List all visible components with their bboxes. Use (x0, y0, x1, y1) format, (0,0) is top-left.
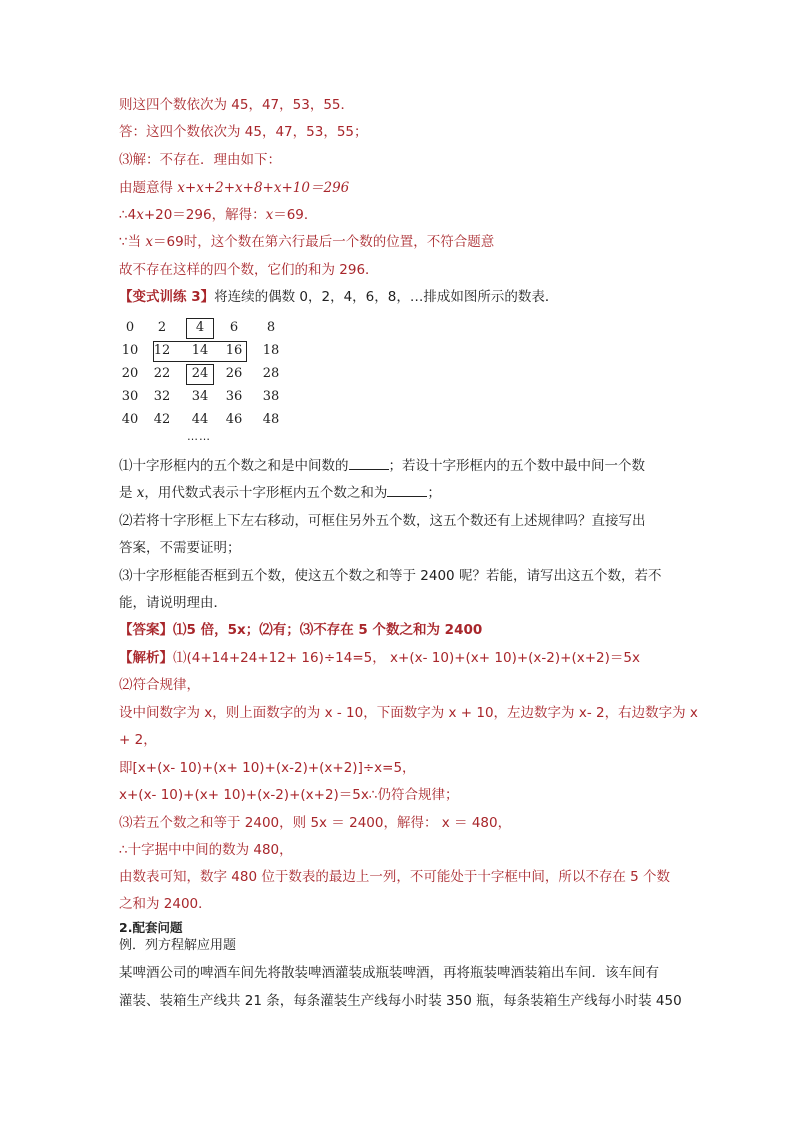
exercise-heading (119, 288, 558, 306)
answer-text: ⑴5 倍，5x；⑵有；⑶不存在 5 个数之和为 2400 (173, 622, 483, 638)
text-fragment: ；若设十字形框内的五个数中最中间一个数 (388, 458, 645, 474)
text-fragment: ∴4 (119, 207, 137, 223)
text-fragment: +20＝296，解得： (143, 207, 266, 223)
text-fragment: ⑴十字形框内的五个数之和是中间数的 (119, 458, 349, 474)
question-1 (119, 457, 645, 475)
analysis-line (119, 649, 640, 667)
analysis-line: ∴十字据中中间的数为 480， (119, 842, 293, 858)
paragraph-line: 灌装、装箱生产线共 21 条，每条灌装生产线每小时装 350 瓶，每条装箱生产线每小时装 450 (119, 993, 682, 1009)
analysis-line: ⑶若五个数之和等于 2400，则 5x ＝ 2400，解得： x ＝ 480， (119, 815, 512, 831)
text-fragment: ∵当 (119, 234, 146, 250)
question-2: ⑵若将十字形框上下左右移动，可框住另外五个数，这五个数还有上述规律吗？直接写出 (119, 513, 646, 529)
table-cell: 40 (121, 412, 139, 427)
analysis-line: 即[x+(x- 10)+(x+ 10)+(x-2)+(x+2)]÷x=5， (119, 760, 416, 776)
equation: x+x+2+x+8+x+10＝296 (177, 180, 350, 196)
table-cell: 6 (229, 320, 239, 335)
table-cell: 10 (121, 343, 139, 358)
table-cell: 34 (191, 389, 209, 404)
table-cell: 24 (191, 366, 209, 381)
text-fragment: ； (427, 485, 441, 501)
analysis-tag: 【解析】 (119, 650, 173, 666)
table-cell: 20 (121, 366, 139, 381)
table-cell: 22 (153, 366, 171, 381)
analysis-line: ⑵符合规律， (119, 677, 200, 693)
exercise-text: 将连续的偶数 0，2，4，6，8，…排成如图所示的数表． (214, 289, 559, 305)
table-cell: 46 (225, 412, 243, 427)
table-cell: 4 (195, 320, 205, 335)
text-fragment: ＝69时，这个数在第六行最后一个数的位置，不符合题意 (153, 234, 495, 250)
table-cell: 0 (125, 320, 135, 335)
equation-line (119, 206, 317, 224)
question-3-cont: 能，请说明理由． (119, 595, 227, 611)
variable: x (136, 485, 145, 501)
analysis-line: x+(x- 10)+(x+ 10)+(x-2)+(x+2)＝5x∴仍符合规律； (119, 787, 459, 803)
example-heading: 例．列方程解应用题 (119, 938, 237, 953)
table-cell: 14 (191, 343, 209, 358)
section-heading: 2.配套问题 (119, 920, 183, 935)
table-cell: 48 (262, 412, 280, 427)
answer-blank (387, 484, 427, 497)
text-fragment: 由题意得 (119, 180, 178, 196)
equation-line (119, 179, 349, 197)
table-cell: 16 (225, 343, 243, 358)
table-cell: 36 (225, 389, 243, 404)
text-fragment: ＝69． (273, 207, 318, 223)
text-line: 则这四个数依次为 45，47，53，55． (119, 97, 355, 113)
text-line (119, 233, 494, 251)
table-cell: 42 (153, 412, 171, 427)
table-cell: 38 (262, 389, 280, 404)
table-cell: 8 (266, 320, 276, 335)
number-table (115, 318, 295, 448)
text-line: 故不存在这样的四个数，它们的和为 296． (119, 262, 379, 278)
question-3: ⑶十字形框能否框到五个数，使这五个数之和等于 2400 呢？若能，请写出这五个数，若不 (119, 568, 662, 584)
table-ellipsis: …… (187, 430, 211, 443)
variable: x (145, 234, 154, 250)
question-2-cont: 答案，不需要证明； (119, 540, 241, 556)
text-fragment: ，用代数式表示十字形框内五个数之和为 (144, 485, 388, 501)
analysis-line: + 2， (119, 732, 157, 748)
answer-blank (349, 457, 389, 470)
answer-tag: 【答案】 (119, 622, 173, 638)
variable: x (136, 207, 144, 223)
table-cell: 2 (157, 320, 167, 335)
variable: x (265, 207, 274, 223)
table-cell: 30 (121, 389, 139, 404)
analysis-line: 设中间数字为 x，则上面数字的为 x - 10，下面数字为 x + 10，左边数字为 x- 2，右边数字为 x (119, 705, 698, 721)
analysis-line: 由数表可知，数字 480 位于数表的最边上一列，不可能处于十字框中间，所以不存在 5 个数 (119, 869, 671, 885)
text-line: ⑶解：不存在．理由如下： (119, 152, 281, 168)
table-cell: 32 (153, 389, 171, 404)
exercise-tag: 【变式训练 3】 (119, 289, 215, 305)
table-cell: 28 (262, 366, 280, 381)
paragraph-line: 某啤酒公司的啤酒车间先将散装啤酒灌装成瓶装啤酒，再将瓶装啤酒装箱出车间．该车间有 (119, 965, 659, 981)
table-cell: 12 (153, 343, 171, 358)
question-1-cont (119, 484, 441, 502)
text-fragment: 是 (119, 485, 137, 501)
analysis-line: 之和为 2400． (119, 896, 212, 912)
table-cell: 26 (225, 366, 243, 381)
table-cell: 18 (262, 343, 280, 358)
answer-line (119, 621, 482, 639)
text-line: 答：这四个数依次为 45，47，53，55； (119, 124, 368, 140)
analysis-text: ⑴(4+14+24+12+ 16)÷14=5， x+(x- 10)+(x+ 10)+(x-2)+(x+2)＝5x (173, 650, 640, 666)
table-cell: 44 (191, 412, 209, 427)
